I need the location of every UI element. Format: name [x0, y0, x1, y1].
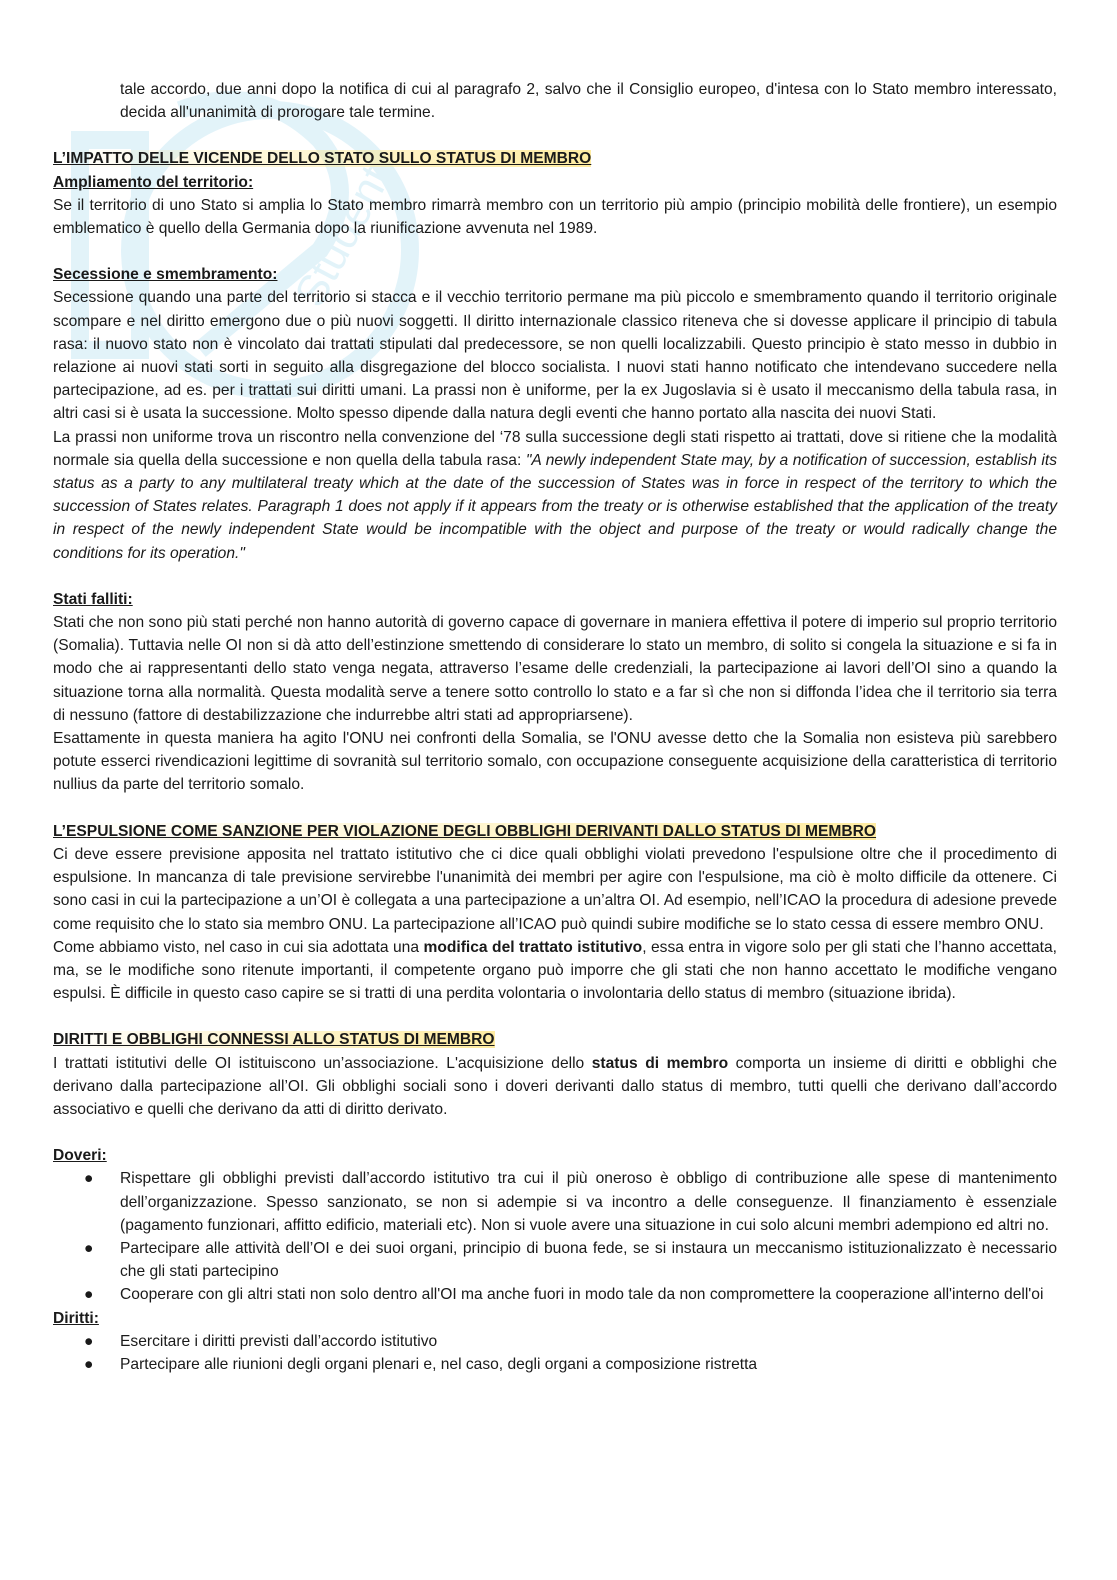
paragraph-stati-falliti-2: Esattamente in questa maniera ha agito l'ONU nei confronti della Somalia, se l'ONU avesse detto che la Somalia non esisteva più sarebbero potute esserci rivendicazioni legittime di sovranità sul territorio somalo, con occupazione conseguente acquisizione della caratteristica di territorio nullius da parte del territorio somalo. [53, 730, 1057, 794]
subheading-doveri: Doveri: [53, 1147, 107, 1165]
bullet-icon: ● [84, 1355, 94, 1373]
list-item [53, 1353, 1057, 1376]
subheading-ampliamento: Ampliamento del territorio: [53, 173, 254, 191]
paragraph-secessione-2-lead: La prassi non uniforme trova un riscontro nella convenzione del ‘78 sulla successione degli stati rispetto ai trattati, dove si ritiene che la modalità normale sia quella della successione e non quella della tabula rasa: [53, 428, 1057, 469]
paragraph-ampliamento: Se il territorio di uno Stato si amplia lo Stato membro rimarrà membro con un territorio più ampio (principio mobilità delle frontiere), un esempio emblematico è quello della Germania dopo la riunificazione avvenuta nel 1989. [53, 196, 1057, 238]
list-item [53, 1283, 1057, 1306]
subheading-diritti: Diritti: [53, 1309, 99, 1327]
bullet-icon: ● [84, 1286, 94, 1304]
subheading-secessione: Secessione e smembramento: [53, 266, 278, 284]
bullet-icon: ● [84, 1332, 94, 1350]
section-impatto [53, 147, 1057, 796]
list-item [53, 1237, 1057, 1283]
dovere-text: Rispettare gli obblighi previsti dall’accordo istitutivo tra cui il più oneroso è obbligo di contribuzione alle spese di mantenimento dell’organizzazione. Spesso sanzionato, se non si adempie si va incontro a delle conseguenze. Il finanziamento è essenziale (pagamento funzionari, affitto edificio, materiali etc). Non si vuole avere una situazione in cui solo alcuni membri adempiono ed altri no. [120, 1170, 1057, 1234]
paragraph-espulsione-1: Ci deve essere previsione apposita nel trattato istitutivo che ci dice quali obblighi violati prevedono l'espulsione oltre che il procedimento di espulsione. In mancanza di tale previsione servirebbe l'unanimità dei membri per agire con l'espulsione, ma ciò è molto difficile da ottenere. Ci sono casi in cui la partecipazione a un’OI è collegata a una partecipazione a un’altra OI. Ad esempio, nell’ICAO la procedura di adesione prevede come requisito che lo stato sia membro ONU. La partecipazione all’ICAO può quindi subire modifiche se lo stato cessa di essere membro ONU. [53, 845, 1057, 933]
paragraph-espulsione-2-b: , essa entra in vigore solo per gli stati che l’hanno accettata, ma, se le modifiche sono ritenute importanti, il competente organo può imporre che gli stati che non hanno accettato le modifiche vengano espulsi. È difficile in questo caso capire se si tratti di una perdita volontaria o involontaria dello status di membro (situazione ibrida). [53, 938, 1057, 1003]
watermark-text: Studenti [285, 149, 405, 315]
subheading-stati-falliti: Stati falliti: [53, 590, 133, 608]
document-page [53, 78, 1057, 1376]
list-diritti [53, 1330, 1057, 1376]
paragraph-secessione-2 [53, 426, 1057, 565]
paragraph-stati-falliti-1: Stati che non sono più stati perché non hanno autorità di governo capace di governare in maniera effettiva il potere di imperio sul proprio territorio (Somalia). Tuttavia nelle OI non si dà atto dell’estinzione smettendo di considerare lo stato un membro, di solito si congela la situazione e si fa in modo che ai rappresentanti dello stato venga negata, attraverso l’esame delle credenziali, la partecipazione ai lavori dell’OI sino a quando la situazione torna alla normalità. Questa modalità serve a tenere sotto controllo lo stato e a far sì che non si diffonda l’idea che il territorio sia terra di nessuno (fattore di destabilizzazione che indurrebbe altri stati ad appropriarsene). [53, 614, 1057, 724]
dovere-text: Cooperare con gli altri stati non solo dentro all'OI ma anche fuori in modo tale da non compromettere la cooperazione all'interno dell'oi [120, 1286, 1044, 1304]
section-title-espulsione: L’ESPULSIONE COME SANZIONE PER VIOLAZIONE DEGLI OBBLIGHI DERIVANTI DALLO STATUS DI MEMBRO [53, 822, 877, 840]
section-diritti-obblighi [53, 1028, 1057, 1376]
convention-quote: "A newly independent State may, by a notification of succession, establish its status as a party to any multilateral treaty which at the date of the succession of States was in force in respect of the territory to which the succession of States relates. Paragraph 1 does not apply if it appears from the treaty or is otherwise established that the application of the treaty in respect of the newly independent State would be incompatible with the object and purpose of the treaty or would radically change the conditions for its operation." [53, 451, 1057, 562]
paragraph-diritti-obblighi [53, 1052, 1057, 1122]
diritto-text: Partecipare alle riunioni degli organi plenari e, nel caso, degli organi a composizione ristretta [120, 1355, 758, 1373]
paragraph-espulsione-2 [53, 936, 1057, 1006]
bullet-icon: ● [84, 1239, 94, 1257]
section-title-impatto: L’IMPATTO DELLE VICENDE DELLO STATO SULLO STATUS DI MEMBRO [53, 150, 592, 168]
paragraph-espulsione-2-a: Come abbiamo visto, nel caso in cui sia adottata una [53, 938, 424, 956]
dovere-text: Partecipare alle attività dell’OI e dei suoi organi, principio di buona fede, se si instaura un meccanismo istituzionalizzato è necessario che gli stati partecipino [120, 1239, 1057, 1281]
section-espulsione [53, 820, 1057, 1006]
section-title-diritti-obblighi: DIRITTI E OBBLIGHI CONNESSI ALLO STATUS DI MEMBRO [53, 1031, 495, 1049]
bullet-icon: ● [84, 1170, 94, 1188]
list-item [53, 1167, 1057, 1237]
diritto-text: Esercitare i diritti previsti dall’accordo istitutivo [120, 1332, 438, 1350]
paragraph-secessione-1: Secessione quando una parte del territorio si stacca e il vecchio territorio permane ma più piccolo e smembramento quando il territorio originale scompare e nel diritto emergono due o più nuovi soggetti. Il diritto internazionale classico riteneva che si dovesse applicare il principio di tabula rasa: il nuovo stato non è vincolato dai trattati stipulati dal predecessore, se non quelli localizzabili. Questo principio è stato messo in dubbio in relazione ai nuovi stati sorti in seguito alla disgregazione del blocco socialista. I nuovi stati hanno notificato che intendevano succedere nella partecipazione, ad es. per i trattati sui diritti umani. La prassi non è uniforme, per la ex Jugoslavia si è usato il meccanismo della tabula rasa, in altri casi si è usata la successione. Molto spesso dipende dalla natura degli eventi che hanno portato alla nascita dei nuovi Stati. [53, 289, 1057, 423]
list-doveri [53, 1167, 1057, 1306]
bold-modifica-trattato: modifica del trattato istitutivo [423, 938, 643, 956]
paragraph-diritti-obblighi-b: comporta un insieme di diritti e obblighi che derivano dalla partecipazione all’OI. Gli obblighi sociali sono i doveri derivanti dallo status di membro, tutti quelli che derivano dall’accordo associativo e quelli che derivano da atti di diritto derivato. [53, 1054, 1057, 1118]
bold-status-membro: status di membro [591, 1054, 729, 1072]
paragraph-diritti-obblighi-a: I trattati istitutivi delle OI istituiscono un’associazione. L'acquisizione dello [53, 1054, 592, 1072]
intro-paragraph: tale accordo, due anni dopo la notifica di cui al paragrafo 2, salvo che il Consiglio europeo, d'intesa con lo Stato membro interessato, decida all'unanimità di prorogare tale termine. [120, 81, 1057, 122]
list-item [53, 1330, 1057, 1353]
